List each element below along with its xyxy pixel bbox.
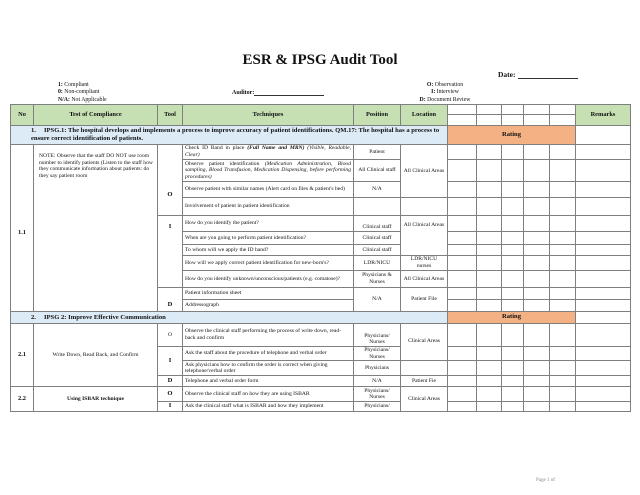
rating-cell[interactable] [524, 114, 550, 125]
rating-cell[interactable] [477, 245, 502, 256]
remarks-cell[interactable] [576, 402, 631, 412]
rating-cell[interactable] [550, 402, 576, 412]
tool-observation: O [158, 387, 183, 402]
rating-cell[interactable] [524, 324, 550, 347]
location: Clinical Areas [401, 387, 448, 412]
position: Physicians/ Nurses [354, 324, 401, 347]
legend-document-review: D: Document Review [419, 96, 471, 103]
tool-interview: I [158, 347, 183, 376]
remarks-cell[interactable] [576, 160, 631, 182]
remarks-cell[interactable] [576, 216, 631, 232]
remarks-cell[interactable] [576, 387, 631, 402]
remarks-cell[interactable] [576, 232, 631, 245]
rating-cell[interactable] [524, 182, 550, 198]
technique: Observe the clinical staff performing the process of write down, read-back and confirm [183, 324, 354, 347]
remarks-cell[interactable] [576, 126, 631, 145]
test-of-compliance: Using ISBAR technique [34, 387, 158, 412]
rating-cell[interactable] [550, 198, 576, 216]
technique: Ask the staff about the procedure of telephone and verbal order [183, 347, 354, 361]
position [354, 198, 401, 216]
rating-cell[interactable] [502, 216, 524, 232]
rating-cell[interactable] [502, 300, 524, 312]
remarks-cell[interactable] [576, 245, 631, 256]
rating-cell[interactable] [477, 387, 502, 402]
section-row-1 [11, 126, 631, 145]
rating-cell[interactable] [448, 160, 477, 182]
rating-cell[interactable] [550, 114, 576, 125]
rating-cell[interactable] [448, 256, 477, 271]
rating-cell[interactable] [448, 288, 477, 300]
remarks-cell[interactable] [576, 198, 631, 216]
tool-document-review: D [158, 288, 183, 312]
rating-cell[interactable] [524, 271, 550, 288]
rating-cell[interactable] [524, 300, 550, 312]
date-label: Date: [498, 70, 516, 79]
rating-cell[interactable] [477, 145, 502, 160]
rating-cell[interactable] [477, 376, 502, 387]
auditor-blank-line[interactable] [254, 89, 324, 96]
rating-cell[interactable] [448, 114, 477, 125]
rating-cell[interactable] [448, 245, 477, 256]
rating-cell[interactable] [502, 288, 524, 300]
tool-document-review: D [158, 376, 183, 387]
legend-not-applicable: N/A: Not Applicable [58, 96, 107, 103]
technique: Observe patient identification (Medication Administration, Blood sampling, Blood Transfusion, Medication Dispensing, before performing procedures) [183, 160, 354, 182]
position: Physicians & Nurses [354, 271, 401, 288]
position: Clinical staff [354, 232, 401, 245]
test-of-compliance: NOTE: Observe that the staff DO NOT use room number to identify patients (Listen to the staff how they communicate information about patients: do they say patient room [34, 145, 158, 312]
rating-cell[interactable] [524, 376, 550, 387]
rating-cell[interactable] [448, 402, 477, 412]
rating-cell[interactable] [524, 256, 550, 271]
header-techniques: Techniques [183, 105, 354, 126]
technique: How do you identify the patient? [183, 216, 354, 232]
rating-cell[interactable] [550, 271, 576, 288]
remarks-cell[interactable] [576, 288, 631, 300]
rating-cell[interactable] [448, 145, 477, 160]
rating-cell[interactable] [477, 232, 502, 245]
item-number: 2.2 [11, 387, 34, 412]
document-title: ESR & IPSG Audit Tool [242, 52, 398, 68]
rating-cell[interactable] [550, 182, 576, 198]
test-of-compliance: Write Down, Read Back, and Confirm [34, 324, 158, 387]
header-remarks: Remarks [576, 105, 631, 126]
position: Clinical staff [354, 245, 401, 256]
header-test: Test of Compliance [34, 105, 158, 126]
location: All Clinical Areas [401, 271, 448, 288]
remarks-cell[interactable] [576, 182, 631, 198]
tool-observation: O [158, 145, 183, 216]
rating-cell[interactable] [448, 361, 477, 376]
position: LDR/NICU [354, 256, 401, 271]
location: LDR/NICU nurses [401, 256, 448, 271]
rating-cell[interactable] [550, 347, 576, 361]
rating-cell[interactable] [477, 182, 502, 198]
header-row [11, 105, 631, 115]
rating-cell[interactable] [502, 160, 524, 182]
header-location: Location [401, 105, 448, 126]
section-title: 1. IPSG.1: The hospital develops and implements a process to improve accuracy of patient identifications. QM.17: The hospital has a process to ensure correct identification of patients. [11, 126, 448, 145]
rating-cell[interactable] [550, 288, 576, 300]
rating-cell[interactable] [550, 245, 576, 256]
technique: Ask the clinical staff what is ISBAR and how they implement [183, 402, 354, 412]
position: Clinical staff [354, 216, 401, 232]
technique: Addressograph [183, 300, 354, 312]
rating-cell[interactable] [448, 198, 477, 216]
header-position: Position [354, 105, 401, 126]
rating-cell[interactable] [524, 198, 550, 216]
technique: How will we apply correct patient identification for new-born's? [183, 256, 354, 271]
position: Physicians/ [354, 402, 401, 412]
rating-cell[interactable] [550, 216, 576, 232]
rating-cell[interactable] [448, 182, 477, 198]
rating-cell[interactable] [477, 347, 502, 361]
item-number: 2.1 [11, 324, 34, 387]
date-blank-line[interactable] [518, 71, 578, 79]
remarks-cell[interactable] [576, 361, 631, 376]
position: Physicians/ Nurses [354, 347, 401, 361]
rating-cell[interactable] [477, 361, 502, 376]
rating-cell[interactable] [524, 160, 550, 182]
technique: To whom will we apply the ID band? [183, 245, 354, 256]
location: Patient File [401, 288, 448, 312]
rating-cell[interactable] [502, 245, 524, 256]
rating-cell[interactable] [477, 160, 502, 182]
technique: Patient information sheet [183, 288, 354, 300]
rating-cell[interactable] [550, 232, 576, 245]
remarks-cell[interactable] [576, 256, 631, 271]
rating-cell[interactable] [550, 256, 576, 271]
location [401, 361, 448, 376]
rating-cell[interactable] [448, 271, 477, 288]
rating-cell[interactable] [502, 324, 524, 347]
rating-cell[interactable] [477, 105, 502, 115]
date-field[interactable] [498, 70, 578, 79]
technique: Check ID Band in place (Full Name and MRN) (Visible, Readable, Clear) [183, 145, 354, 160]
legend-observation: O: Observation [426, 82, 464, 88]
legend-interview: I: Interview [431, 89, 459, 96]
rating-cell[interactable] [477, 216, 502, 232]
rating-cell[interactable] [502, 256, 524, 271]
rating-cell[interactable] [524, 361, 550, 376]
technique: Ask physicians how to confirm the order is correct when giving telephone/verbal order [183, 361, 354, 376]
location [401, 198, 448, 216]
page-footer: Page 1 of [536, 478, 555, 483]
rating-cell[interactable] [477, 300, 502, 312]
rating-cell[interactable] [524, 145, 550, 160]
legend-compliant: 1: Compliant [58, 82, 89, 88]
technique: Telephone and verbal order form [183, 376, 354, 387]
rating-cell[interactable] [524, 402, 550, 412]
tool-interview: I [158, 216, 183, 288]
rating-cell[interactable] [477, 114, 502, 125]
rating-cell[interactable] [502, 361, 524, 376]
rating-cell[interactable] [502, 114, 524, 125]
rating-cell[interactable] [477, 198, 502, 216]
rating-cell[interactable] [448, 232, 477, 245]
rating-cell[interactable] [477, 271, 502, 288]
tool-observation: O [158, 324, 183, 347]
auditor-field[interactable] [232, 89, 324, 96]
rating-cell[interactable] [502, 105, 524, 115]
header-tool: Tool [158, 105, 183, 126]
technique: How do you identify unknown/unconscious/patients (e.g. comatose)? [183, 271, 354, 288]
legend-non-compliant: 0: Non-compliant [58, 89, 100, 96]
technique: Observe the clinical staff on how they are using ISBAR [183, 387, 354, 402]
tool-legend [405, 82, 485, 104]
rating-cell[interactable] [550, 160, 576, 182]
location: Clinical Areas [401, 324, 448, 361]
rating-cell[interactable] [524, 216, 550, 232]
rating-cell[interactable] [477, 324, 502, 347]
location: Patient Fie [401, 376, 448, 387]
rating-cell[interactable] [448, 347, 477, 361]
rating-cell[interactable] [550, 361, 576, 376]
technique: When are you going to perform patient identification? [183, 232, 354, 245]
position: Physicians [354, 361, 401, 376]
remarks-cell[interactable] [576, 271, 631, 288]
rating-cell[interactable] [550, 105, 576, 115]
rating-cell[interactable] [550, 300, 576, 312]
rating-cell[interactable] [448, 216, 477, 232]
rating-cell[interactable] [502, 376, 524, 387]
rating-cell[interactable] [448, 387, 477, 402]
rating-cell[interactable] [502, 402, 524, 412]
rating-cell[interactable] [524, 387, 550, 402]
rating-cell[interactable] [550, 376, 576, 387]
table-row [11, 324, 631, 347]
rating-cell[interactable] [524, 245, 550, 256]
rating-cell[interactable] [477, 402, 502, 412]
table-row [11, 387, 631, 402]
rating-cell[interactable] [502, 347, 524, 361]
rating-cell[interactable] [502, 198, 524, 216]
rating-cell[interactable] [502, 182, 524, 198]
rating-cell[interactable] [477, 256, 502, 271]
remarks-cell[interactable] [576, 324, 631, 347]
rating-cell[interactable] [502, 271, 524, 288]
section-title: 2. IPSG 2: Improve Effective Communication [11, 312, 448, 324]
rating-cell[interactable] [448, 105, 477, 115]
rating-cell[interactable] [502, 387, 524, 402]
audit-table [10, 104, 631, 412]
item-number: 1.1 [11, 145, 34, 312]
remarks-cell[interactable] [576, 300, 631, 312]
auditor-label: Auditor: [232, 90, 255, 96]
position: Patient [354, 145, 401, 160]
table-row [11, 145, 631, 160]
rating-cell[interactable] [524, 232, 550, 245]
rating-cell[interactable] [477, 288, 502, 300]
rating-header: Rating [448, 126, 576, 145]
technique: Observe patient with similar names (Alert card on files & patient's bed) [183, 182, 354, 198]
rating-cell[interactable] [550, 324, 576, 347]
position: All Clinical staff [354, 160, 401, 182]
location: All Clinical Areas [401, 145, 448, 198]
header-no: No [11, 105, 34, 126]
rating-cell[interactable] [502, 232, 524, 245]
rating-cell[interactable] [448, 324, 477, 347]
rating-cell[interactable] [448, 300, 477, 312]
remarks-cell[interactable] [576, 376, 631, 387]
rating-header: Rating [448, 312, 576, 324]
tool-interview: I [158, 402, 183, 412]
remarks-cell[interactable] [576, 347, 631, 361]
position: N/A [354, 182, 401, 198]
position: N/A [354, 376, 401, 387]
remarks-cell[interactable] [576, 312, 631, 324]
location: All Clinical Areas [401, 216, 448, 256]
rating-cell[interactable] [524, 288, 550, 300]
rating-cell[interactable] [550, 387, 576, 402]
rating-cell[interactable] [448, 376, 477, 387]
section-row-2 [11, 312, 631, 324]
rating-cell[interactable] [524, 105, 550, 115]
compliance-legend [58, 82, 107, 104]
rating-cell[interactable] [550, 145, 576, 160]
position: Physicians/ Nurses [354, 387, 401, 402]
rating-cell[interactable] [502, 145, 524, 160]
rating-cell[interactable] [524, 347, 550, 361]
position: N/A [354, 288, 401, 312]
technique: Involvement of patient in patient identification [183, 198, 354, 216]
remarks-cell[interactable] [576, 145, 631, 160]
